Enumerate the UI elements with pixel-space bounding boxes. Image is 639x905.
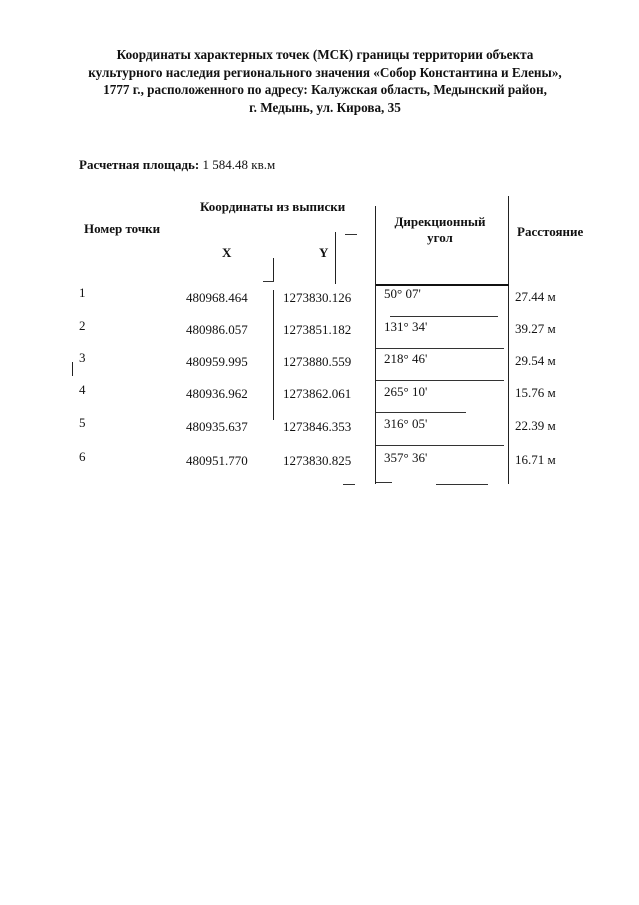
title-line-2: культурного наследия регионального значения «Собор Константина и Елены», xyxy=(88,64,562,80)
header-y: Y xyxy=(319,245,329,260)
cell-distance: 27.44 м xyxy=(515,289,556,304)
table-hline xyxy=(376,445,504,446)
table-vline xyxy=(335,232,336,284)
header-direction-angle xyxy=(376,214,504,246)
cell-angle: 316° 05' xyxy=(384,416,428,431)
cell-y: 1273830.126 xyxy=(283,290,352,305)
cell-y: 1273880.559 xyxy=(283,354,352,369)
table-vline xyxy=(72,362,73,376)
cell-angle: 50° 07' xyxy=(384,286,421,301)
cell-y: 1273851.182 xyxy=(283,322,352,337)
header-x: X xyxy=(222,245,232,260)
cell-point-number: 4 xyxy=(79,382,86,397)
table-vline xyxy=(375,206,376,484)
area-value: 1 584.48 кв.м xyxy=(202,157,276,172)
table-hline xyxy=(376,482,392,483)
cell-point-number: 2 xyxy=(79,318,86,333)
title-line-3: 1777 г., расположенного по адресу: Калужская область, Медынский район, xyxy=(103,82,547,97)
cell-point-number: 6 xyxy=(79,449,86,464)
cell-x: 480968.464 xyxy=(186,290,248,305)
cell-distance: 39.27 м xyxy=(515,321,556,336)
cell-y: 1273830.825 xyxy=(283,453,352,468)
cell-point-number: 3 xyxy=(79,350,86,365)
table-hline xyxy=(390,316,498,317)
cell-distance: 15.76 м xyxy=(515,385,556,400)
header-point-number: Номер точки xyxy=(84,221,161,236)
cell-point-number: 5 xyxy=(79,415,86,430)
cell-x: 480951.770 xyxy=(186,453,248,468)
cell-x: 480986.057 xyxy=(186,322,248,337)
cell-y: 1273862.061 xyxy=(283,386,352,401)
table-hline xyxy=(376,380,504,381)
cell-distance: 29.54 м xyxy=(515,353,556,368)
table-hline xyxy=(376,412,466,413)
cell-x: 480936.962 xyxy=(186,386,248,401)
cell-angle: 218° 46' xyxy=(384,351,428,366)
cell-x: 480935.637 xyxy=(186,419,248,434)
table-hline xyxy=(376,348,504,349)
document-title xyxy=(60,46,590,116)
table-vline xyxy=(273,290,274,420)
cell-distance: 22.39 м xyxy=(515,418,556,433)
area-line xyxy=(79,157,275,173)
cell-point-number: 1 xyxy=(79,285,86,300)
cell-angle: 265° 10' xyxy=(384,384,428,399)
table-hline xyxy=(345,234,357,235)
header-coordinates: Координаты из выписки xyxy=(200,199,346,214)
header-angle-line-2: угол xyxy=(427,230,453,245)
table-hline xyxy=(263,281,274,282)
table-hline xyxy=(436,484,488,485)
cell-x: 480959.995 xyxy=(186,354,248,369)
table-vline xyxy=(508,196,509,484)
table-hline xyxy=(343,484,355,485)
title-line-1: Координаты характерных точек (МСК) границы территории объекта xyxy=(116,47,534,62)
table-vline xyxy=(273,258,274,282)
cell-angle: 357° 36' xyxy=(384,450,428,465)
header-angle-line-1: Дирекционный xyxy=(394,214,486,229)
title-line-4: г. Медынь, ул. Кирова, 35 xyxy=(249,99,401,115)
header-distance: Расстояние xyxy=(517,224,584,239)
area-label: Расчетная площадь: xyxy=(79,157,200,172)
cell-angle: 131° 34' xyxy=(384,319,428,334)
cell-distance: 16.71 м xyxy=(515,452,556,467)
cell-y: 1273846.353 xyxy=(283,419,352,434)
